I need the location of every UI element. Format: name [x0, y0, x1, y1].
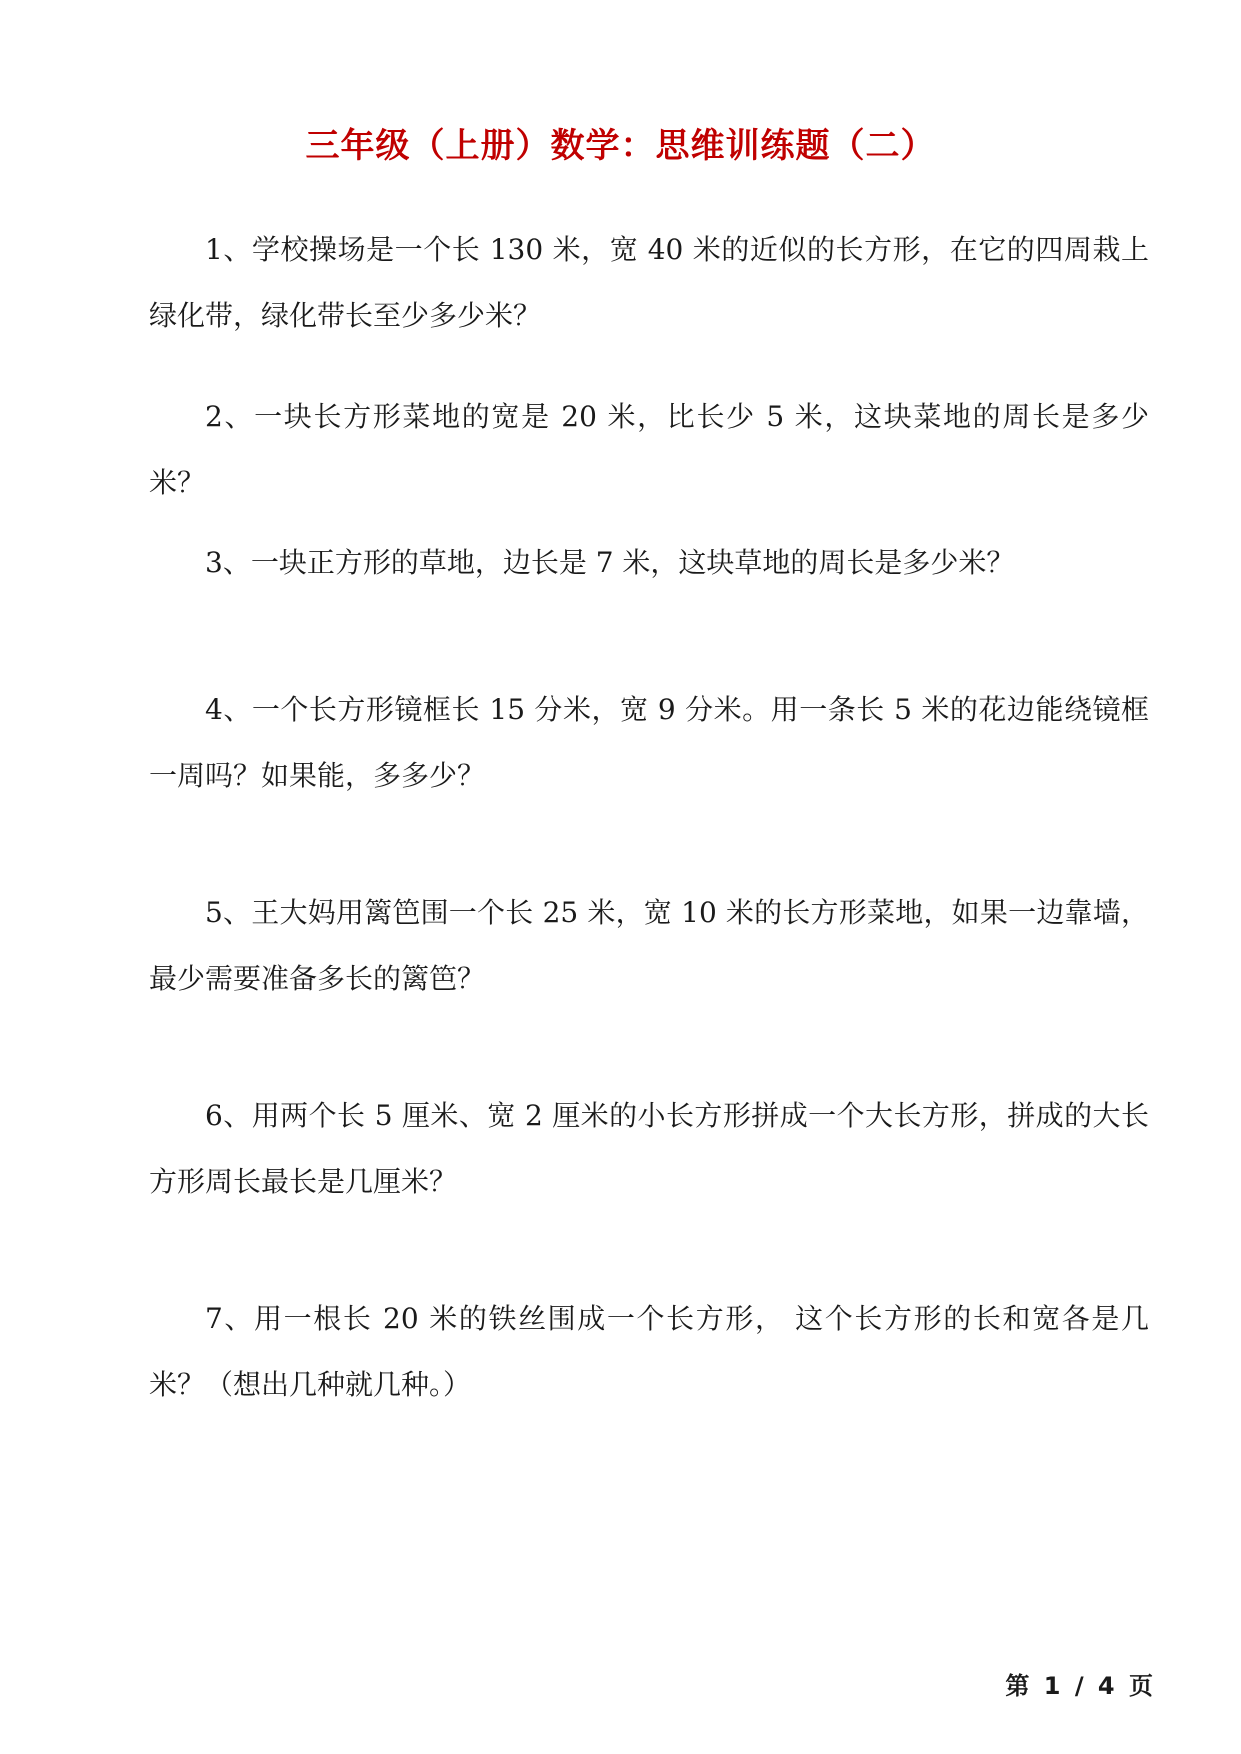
question-6: 6、用两个长 5 厘米、宽 2 厘米的小长方形拼成一个大长方形，拼成的大长方形周长最长是几厘米？: [149, 1099, 1149, 1198]
question-3: 3、一块正方形的草地，边长是 7 米，这块草地的周长是多少米？: [205, 546, 1015, 579]
question-5: 5、王大妈用篱笆围一个长 25 米，宽 10 米的长方形菜地，如果一边靠墙，最少需要准备多长的篱笆？: [149, 896, 1149, 995]
question-1: 1、学校操场是一个长 130 米，宽 40 米的近似的长方形，在它的四周栽上绿化带，绿化带长至少多少米？: [149, 233, 1149, 332]
question-4: 4、一个长方形镜框长 15 分米，宽 9 分米。用一条长 5 米的花边能绕镜框一周吗？如果能，多多少？: [149, 693, 1149, 792]
page-number: 第 1 / 4 页: [1005, 1672, 1153, 1700]
page-title: 三年级（上册）数学：思维训练题（二）: [305, 126, 936, 166]
question-7: 7、用一根长 20 米的铁丝围成一个长方形， 这个长方形的长和宽各是几米？（想出几种就几种。）: [149, 1302, 1149, 1401]
question-2: 2、一块长方形菜地的宽是 20 米，比长少 5 米，这块菜地的周长是多少米？: [149, 400, 1149, 499]
